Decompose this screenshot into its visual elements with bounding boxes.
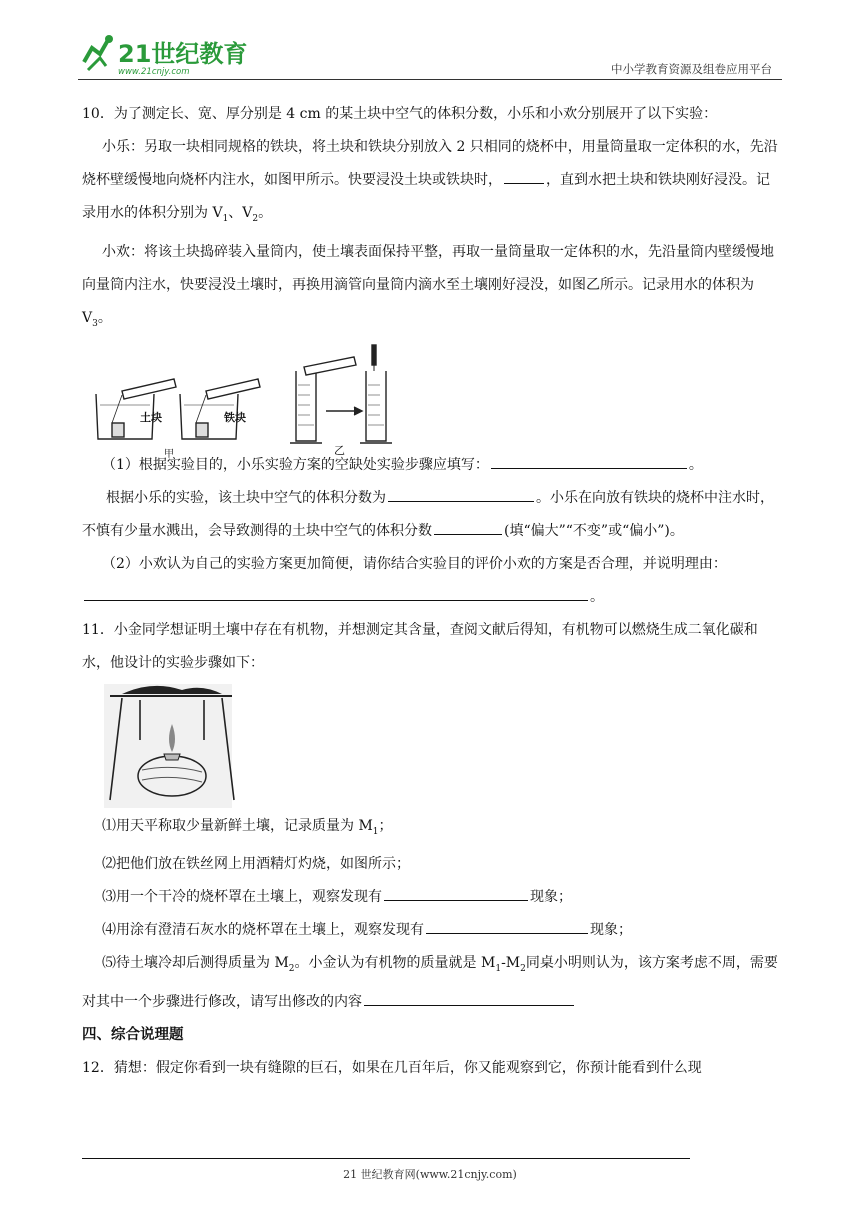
q12-stem: 12．猜想：假定你看到一块有缝隙的巨石，如果在几百年后，你又能观察到它，你预计能看到什么现 xyxy=(82,1060,702,1077)
section-heading: 四、综合说理题 xyxy=(82,1027,184,1044)
svg-text:www.21cnjy.com: www.21cnjy.com xyxy=(118,67,190,77)
q11-step3: ⑶用一个干冷的烧杯罩在土壤上，观察发现有 现象； xyxy=(82,881,782,914)
q10-xiaole: 小乐：另取一块相同规格的铁块，将土块和铁块分别放入 2 只相同的烧杯中，用量筒量取一定体积的水，先沿烧杯壁缓慢地向烧杯内注水，如图甲所示。快要浸没土块或铁块时， ，直到水把土块和铁块刚好浸没。记录用水的体积分别为 $V_1$、$V_2$。 xyxy=(82,139,778,224)
svg-text:铁块: 铁块 xyxy=(224,410,246,424)
answer-blank[interactable] xyxy=(384,884,528,901)
burning-soil-figure xyxy=(82,680,782,810)
svg-text:21世纪教育: 21世纪教育 xyxy=(118,40,248,68)
q10-part2: （2）小欢认为自己的实验方案更加简便，请你结合实验目的评价小欢的方案是否合理，并说明理由：。 xyxy=(82,548,782,614)
q11-step2: ⑵把他们放在铁丝网上用酒精灯灼烧，如图所示； xyxy=(102,856,410,873)
q10-xiaohuan: 小欢：将该土块捣碎装入量筒内，使土壤表面保持平整，再取一量筒量取一定体积的水，先沿量筒内壁缓慢地向量筒内注水，快要浸没土壤时，再换用滴管向量筒内滴水至土壤刚好浸没，如图乙所示。记录用水的体积为 $V_3$。 xyxy=(82,243,774,329)
answer-blank[interactable] xyxy=(426,917,588,934)
platform-name: 中小学教育资源及组卷应用平台 xyxy=(611,62,772,76)
answer-blank[interactable] xyxy=(364,989,574,1006)
svg-text:甲: 甲 xyxy=(164,448,174,460)
q11-step5: ⑸待土壤冷却后测得质量为 $M_2$。小金认为有机物的质量就是 $M_1-M_2$同桌小明则认为，该方案考虑不周，需要对其中一个步骤进行修改，请写出修改的内容 xyxy=(82,955,778,1011)
q10-part1: （1）根据实验目的，小乐实验方案的空缺处实验步骤应填写： 。 xyxy=(82,449,782,482)
answer-blank[interactable] xyxy=(388,485,534,502)
answer-blank[interactable] xyxy=(504,167,544,184)
experiment-figure-jia-yi xyxy=(82,341,782,460)
footer-divider xyxy=(82,1158,690,1159)
q11-step4: ⑷用涂有澄清石灰水的烧杯罩在土壤上，观察发现有 现象； xyxy=(82,914,782,947)
header-divider xyxy=(78,79,782,80)
site-logo xyxy=(78,30,258,80)
q11-step1: ⑴用天平称取少量新鲜土壤，记录质量为 $M_1$； xyxy=(102,817,393,837)
q10-part1b: 根据小乐的实验，该土块中空气的体积分数为 。小乐在向放有铁块的烧杯中注水时，不慎有少量水溅出，会导致测得的土块中空气的体积分数 (填“偏大”“不变”或“偏小”)。 xyxy=(82,482,782,548)
svg-text:土块: 土块 xyxy=(140,410,162,424)
question-content xyxy=(82,98,782,1085)
q11-stem: 11．小金同学想证明土壤中存在有机物，并想测定其含量，查阅文献后得知，有机物可以燃烧生成二氧化碳和水，他设计的实验步骤如下： xyxy=(82,621,758,671)
page-footer: 21 世纪教育网(www.21cnjy.com) xyxy=(343,1168,517,1181)
answer-blank[interactable] xyxy=(84,584,588,601)
q10-stem: 10．为了测定长、宽、厚分别是 4 cm 的某土块中空气的体积分数，小乐和小欢分别展开了以下实验： xyxy=(82,106,718,122)
page-header xyxy=(0,0,860,84)
svg-text:乙: 乙 xyxy=(334,443,345,457)
answer-blank[interactable] xyxy=(434,518,502,535)
answer-blank[interactable] xyxy=(491,452,687,469)
